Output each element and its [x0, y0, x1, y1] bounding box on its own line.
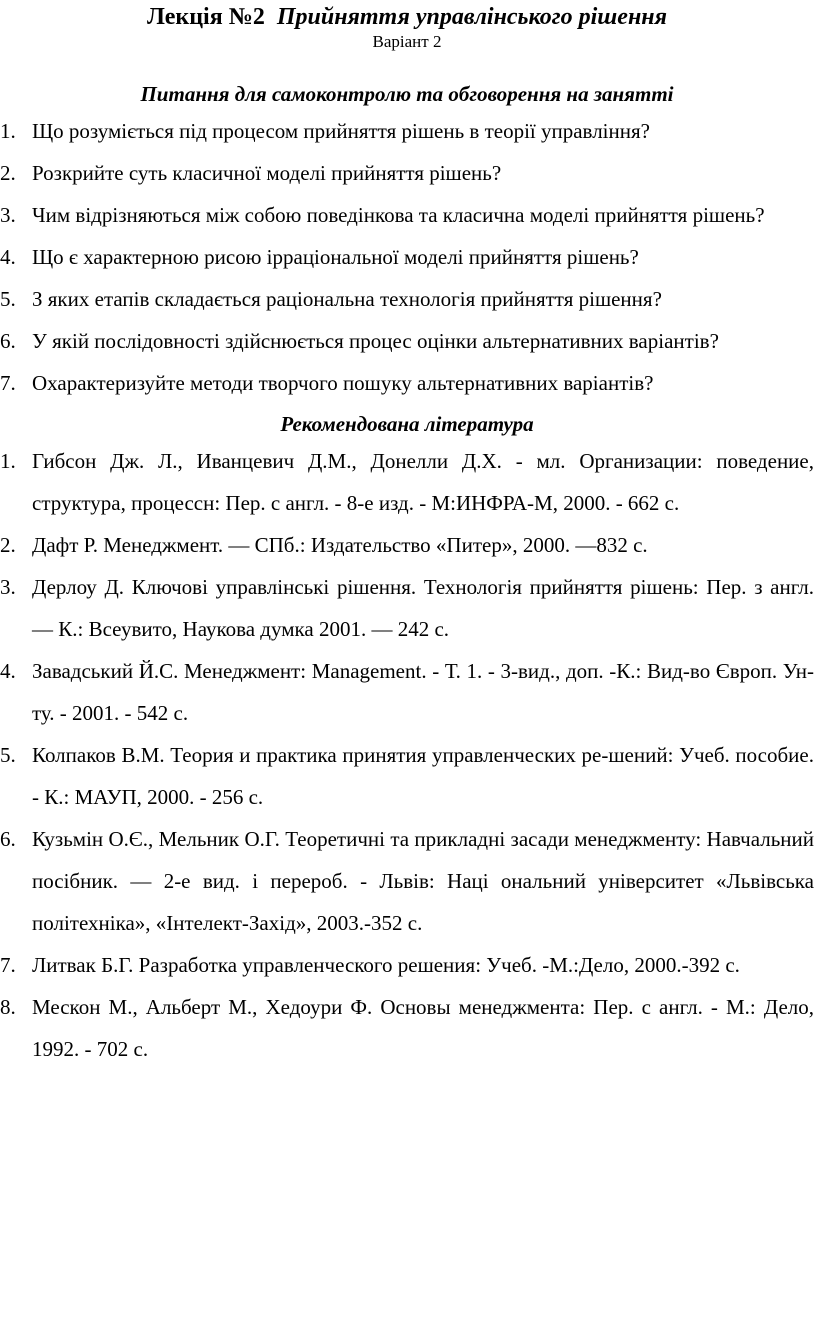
item-text: Кузьмін О.Є., Мельник О.Г. Теоретичні та прикладні засади менеджменту: Навчальний посібник. — 2-е вид. і перероб. - Львів: Наці ональний університет «Львівська політехніка», «Інтелект-Захід», 2003.-352 с. — [32, 827, 814, 935]
item-text: Литвак Б.Г. Разработка управленческого решения: Учеб. -М.:Дело, 2000.-392 с. — [32, 953, 740, 977]
questions-heading: Питання для самоконтролю та обговорення на занятті — [140, 82, 674, 106]
page-title — [0, 2, 814, 32]
list-item — [0, 944, 814, 986]
item-number: 5. — [0, 743, 16, 767]
list-item — [0, 110, 814, 152]
item-text: Чим відрізняються між собою поведінкова та класична моделі прийняття рішень? — [32, 203, 765, 227]
document-page — [0, 2, 816, 1324]
item-text: Мескон М., Альберт М., Хедоури Ф. Основы менеджмента: Пер. с англ. - М.: Дело, 1992. - 702 с. — [32, 995, 814, 1061]
list-item — [0, 194, 814, 236]
list-item — [0, 320, 814, 362]
list-item — [0, 566, 814, 650]
item-text: Що розуміється під процесом прийняття рішень в теорії управління? — [32, 119, 650, 143]
item-text: Гибсон Дж. Л., Иванцевич Д.М., Донелли Д.Х. - мл. Организации: поведение, структура, процессн: Пер. с англ. - 8-е изд. - М:ИНФРА-М, 2000. - 662 с. — [32, 449, 814, 515]
list-item — [0, 152, 814, 194]
item-text: Колпаков В.М. Теория и практика принятия управленческих ре-шений: Учеб. пособие. - К.: МАУП, 2000. - 256 с. — [32, 743, 814, 809]
item-number: 3. — [0, 575, 16, 599]
item-text: З яких етапів складається раціональна технологія прийняття рішення? — [32, 287, 662, 311]
item-number: 6. — [0, 329, 16, 353]
item-number: 7. — [0, 371, 16, 395]
list-item — [0, 278, 814, 320]
item-number: 5. — [0, 287, 16, 311]
item-number: 6. — [0, 827, 16, 851]
list-item — [0, 650, 814, 734]
list-item — [0, 818, 814, 944]
item-text: Дерлоу Д. Ключові управлінські рішення. Технологія прийняття рішень: Пер. з англ. — К.: Всеувито, Наукова думка 2001. — 242 с. — [32, 575, 814, 641]
list-item — [0, 440, 814, 524]
list-item — [0, 236, 814, 278]
item-number: 4. — [0, 245, 16, 269]
item-text: Охарактеризуйте методи творчого пошуку альтернативних варіантів? — [32, 371, 654, 395]
list-item — [0, 524, 814, 566]
questions-list — [0, 110, 814, 404]
item-number: 7. — [0, 953, 16, 977]
literature-list — [0, 440, 814, 1070]
item-text: Розкрийте суть класичної моделі прийняття рішень? — [32, 161, 502, 185]
item-number: 1. — [0, 119, 16, 143]
title-lecture-number: Лекція №2 — [147, 4, 265, 30]
item-text: Дафт Р. Менеджмент. — СПб.: Издательство «Питер», 2000. —832 с. — [32, 533, 648, 557]
list-item — [0, 986, 814, 1070]
item-number: 8. — [0, 995, 16, 1019]
literature-heading: Рекомендована література — [280, 412, 534, 436]
variant-label: Варіант 2 — [372, 32, 442, 51]
item-number: 4. — [0, 659, 16, 683]
item-text: У якій послідовності здійснюється процес оцінки альтернативних варіантів? — [32, 329, 719, 353]
item-text: Що є характерною рисою ірраціональної моделі прийняття рішень? — [32, 245, 639, 269]
title-topic: Прийняття управлінського рішення — [276, 4, 667, 30]
list-item — [0, 734, 814, 818]
item-number: 2. — [0, 533, 16, 557]
item-number: 3. — [0, 203, 16, 227]
list-item — [0, 362, 814, 404]
item-text: Завадський Й.С. Менеджмент: Management. - Т. 1. - 3-вид., доп. -К.: Вид-во Європ. Ун-ту. - 2001. - 542 с. — [32, 659, 814, 725]
item-number: 2. — [0, 161, 16, 185]
item-number: 1. — [0, 449, 16, 473]
